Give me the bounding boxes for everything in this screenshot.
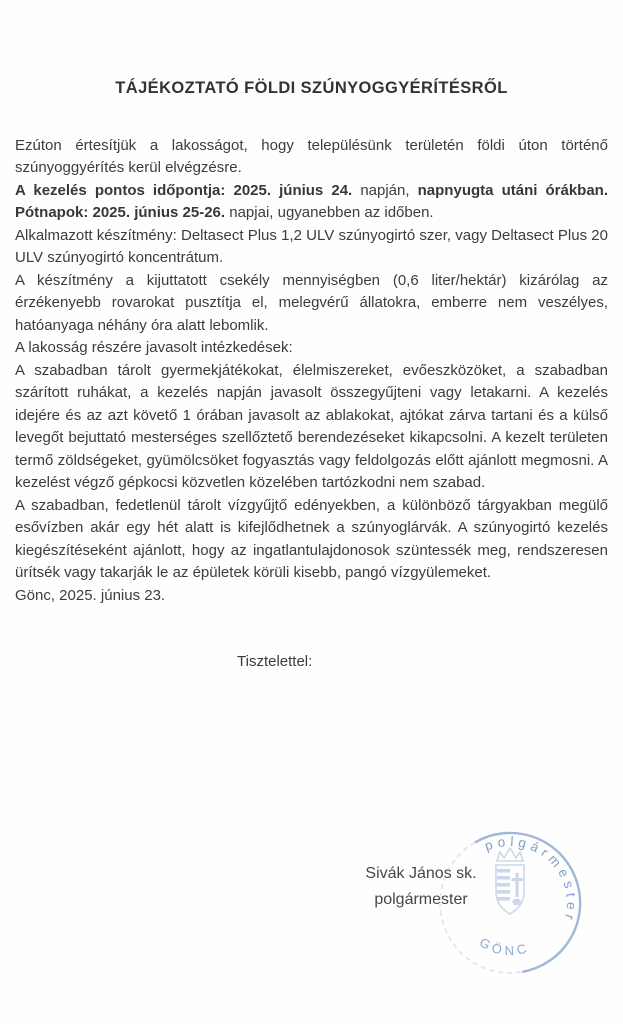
closing-salutation: Tisztelettel: [237, 653, 313, 670]
safety-text: A készítmény a kijuttatott csekély mennyiségben (0,6 liter/hektár) kizárólag az érzékenyebb rovarokat pusztítja el, melegvérű állatokra, emberre nem veszélyes, hatóanyaga néhány óra alatt lebomlik. [15, 271, 608, 334]
paragraph-intro: Ezúton értesítjük a lakosságot, hogy településünk területén földi úton történő szúnyoggyérítés kerül elvégzésre. [15, 136, 608, 176]
page-title: TÁJÉKOZTATÓ FÖLDI SZÚNYOGGYÉRÍTÉSRŐL [115, 79, 508, 97]
paragraph-treatment-schedule: A kezelés pontos időpontja: 2025. június 24. napján, napnyugta utáni órákban. Pótnapok: 2025. június 25-26. napjai, ugyanebben az időben. [15, 181, 609, 221]
signatory-title: polgármester [374, 891, 468, 908]
signatory-name: Sivák János sk. [365, 865, 477, 882]
stamp-bottom-text: GÖNC [476, 934, 532, 959]
paragraph-recommended-measures [15, 337, 608, 585]
measures-text-1: A szabadban tárolt gyermekjátékokat, élelmiszereket, evőeszközöket, a szabadban szárított ruhákat, a kezelés napján javasolt összegyűjteni vagy letakarni. A kezelés idejére és az azt követő 1 órában javasolt az ablakokat, ajtókat zárva tartani és a külső levegőt bejuttató mesterséges szellőztető berendezéseket kikapcsolni. A kezelt területen termő zöldségeket, gyümölcsöket fogyasztás vagy feldolgozás előtt ajánlott megmosni. A kezelést végző gépkocsi közvetlen közelében tartózkodni nem szabad. [15, 361, 608, 491]
date-place-line: Gönc, 2025. június 23. [15, 586, 166, 604]
stamp-arc-text: polgármester [482, 833, 580, 926]
measures-text-2: A szabadban, fedetlenül tárolt vízgyűjtő edényekben, a különböző tárgyakban megülő esővízben akár egy hét alatt is kifejlődhetnek a szúnyoglárvák. A szúnyogirtó kezelés kiegészítéseként ajánlott, hogy az ingatlantulajdonosok szüntessék meg, rendszeresen ürítsék vagy takarják le az épületek körüli kisebb, pangó vízgyülemeket. [15, 496, 608, 581]
paragraph-product-info [15, 225, 608, 338]
signature-block [350, 861, 492, 913]
product-text: Alkalmazott készítmény: Deltasect Plus 1,2 ULV szúnyogirtó szer, vagy Deltasect Plus 20 ULV szúnyogirtó koncentrátum. [15, 226, 608, 266]
stamp-coat-of-arms [496, 848, 524, 914]
measures-heading: A lakosság részére javasolt intézkedések: [15, 339, 293, 356]
